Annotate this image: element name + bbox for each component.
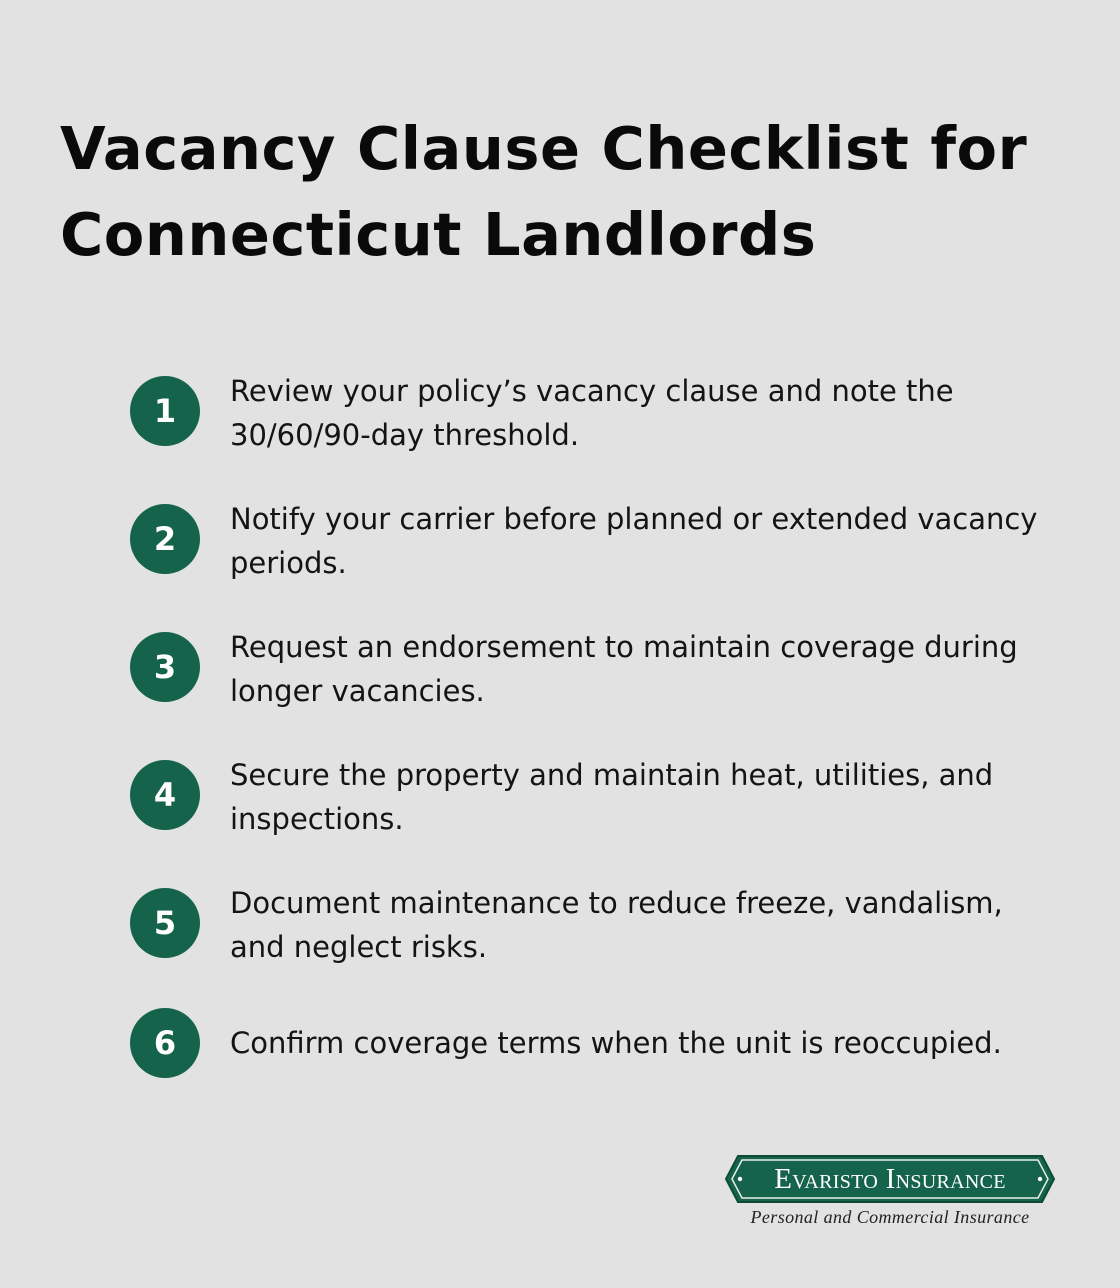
checklist-item [130,504,1070,594]
step-text: Secure the property and maintain heat, utilities, and inspections. [230,758,994,836]
brand-logo [724,1154,1056,1234]
step-text: Document maintenance to reduce freeze, vandalism, and neglect risks. [230,886,1003,964]
brand-name: Evaristo Insurance [774,1163,1006,1195]
step-text: Review your policy’s vacancy clause and note the 30/60/90-day threshold. [230,374,954,452]
checklist-item [130,888,1070,978]
step-number-badge: 5 [130,888,200,958]
brand-tagline: Personal and Commercial Insurance [750,1207,1030,1227]
step-number-badge: 3 [130,632,200,702]
step-number-badge: 6 [130,1008,200,1078]
step-text: Confirm coverage terms when the unit is reoccupied. [230,1026,1002,1060]
step-text: Request an endorsement to maintain coverage during longer vacancies. [230,630,1018,708]
step-text: Notify your carrier before planned or extended vacancy periods. [230,502,1038,580]
checklist-item [130,376,1070,466]
page-title: Vacancy Clause Checklist for Connecticut Landlords [60,114,1028,269]
checklist-item [130,760,1070,850]
step-number-badge: 2 [130,504,200,574]
checklist-item [130,1008,1070,1098]
step-number-badge: 1 [130,376,200,446]
step-number-badge: 4 [130,760,200,830]
checklist-item [130,632,1070,722]
